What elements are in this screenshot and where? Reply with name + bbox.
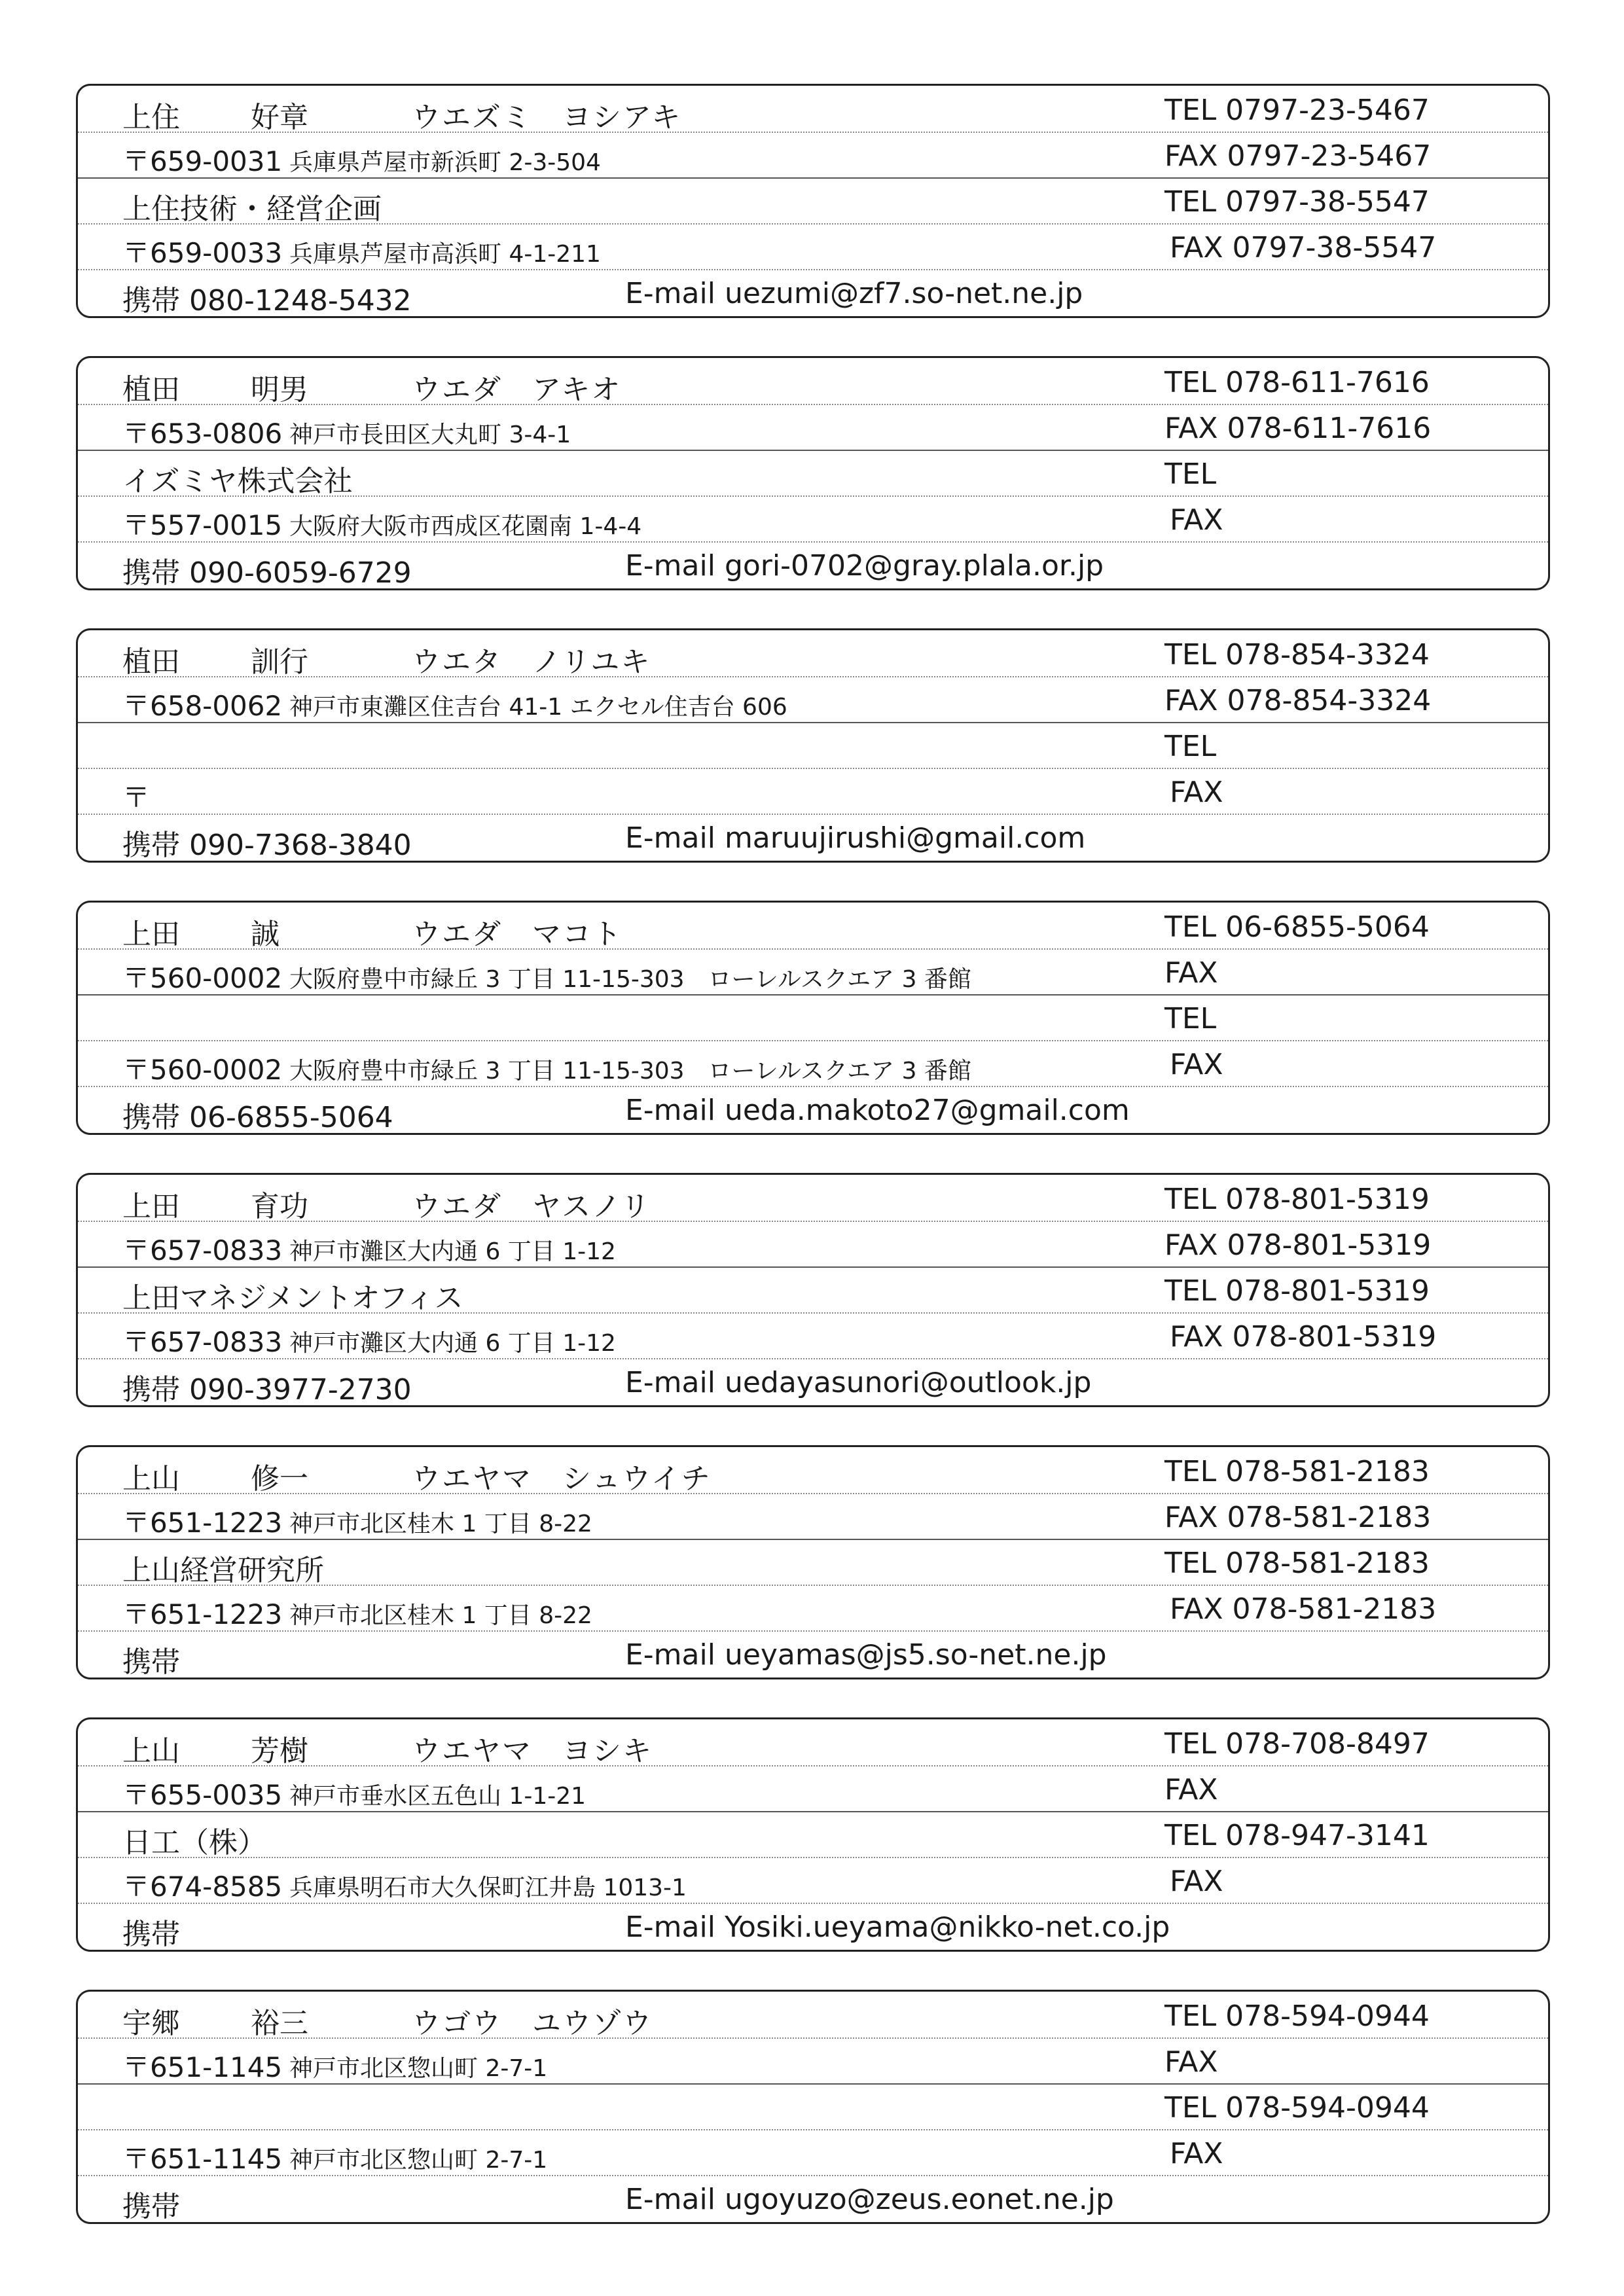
home-address-row: [78, 676, 1548, 723]
mobile-phone: 携帯: [122, 2190, 180, 2223]
name-kana: ウエダ ヤスノリ: [412, 1190, 651, 1223]
email-link[interactable]: E-mail uedayasunori@outlook.jp: [625, 1366, 1092, 1399]
surname: 上山: [122, 1462, 180, 1496]
contact-card: [76, 628, 1550, 863]
home-address: 神戸市灘区大内通 6 丁目 1-12: [289, 1238, 616, 1265]
given-name: 明男: [251, 373, 308, 406]
email-link[interactable]: E-mail ueyamas@js5.so-net.ne.jp: [625, 1638, 1107, 1672]
home-address-row: [78, 1765, 1548, 1812]
home-tel: TEL 078-801-5319: [1164, 1183, 1430, 1216]
office-zip: 〒557-0015: [122, 509, 283, 541]
company-row: [78, 722, 1548, 769]
company-row: [78, 1266, 1548, 1314]
office-zip: 〒651-1145: [122, 2143, 283, 2175]
office-address-row: [78, 495, 1548, 543]
office-fax: FAX 0797-38-5547: [1170, 231, 1437, 264]
office-tel: TEL 078-801-5319: [1164, 1274, 1430, 1308]
home-fax: FAX 0797-23-5467: [1164, 139, 1432, 173]
home-address-row: [78, 2037, 1548, 2085]
home-zip: 〒659-0031: [122, 145, 283, 177]
name-row: [78, 358, 1548, 405]
company-row: [78, 177, 1548, 224]
home-fax: FAX: [1164, 1773, 1218, 1806]
name-row: [78, 1175, 1548, 1222]
given-name: 訓行: [251, 645, 308, 679]
email-link[interactable]: E-mail ugoyuzo@zeus.eonet.ne.jp: [625, 2183, 1114, 2216]
company-row: [78, 994, 1548, 1041]
mobile-phone: 携帯: [122, 1645, 180, 1679]
office-tel: TEL: [1164, 457, 1217, 491]
name-kana: ウエタ ノリユキ: [412, 645, 651, 679]
contact-card: [76, 901, 1550, 1135]
email-link[interactable]: E-mail uezumi@zf7.so-net.ne.jp: [625, 277, 1083, 310]
company-row: [78, 1539, 1548, 1586]
office-address: 神戸市北区桂木 1 丁目 8-22: [289, 1602, 592, 1629]
office-address-row: [78, 223, 1548, 270]
name-row: [78, 1447, 1548, 1494]
home-tel: TEL 078-581-2183: [1164, 1455, 1430, 1488]
given-name: 芳樹: [251, 1734, 308, 1768]
office-address: 大阪府豊中市緑丘 3 丁目 11-15-303 ローレルスクエア 3 番館: [289, 1058, 971, 1085]
home-address-row: [78, 1221, 1548, 1268]
office-zip: 〒674-8585: [122, 1871, 283, 1903]
contact-card: [76, 356, 1550, 590]
office-tel: TEL: [1164, 730, 1217, 763]
surname: 植田: [122, 645, 180, 679]
contact-row: [78, 269, 1548, 315]
home-zip: 〒655-0035: [122, 1779, 283, 1811]
contact-row: [78, 2175, 1548, 2221]
name-kana: ウエダ アキオ: [412, 373, 622, 406]
home-fax: FAX: [1164, 956, 1218, 990]
office-tel: TEL: [1164, 1002, 1217, 1035]
contact-row: [78, 1086, 1548, 1132]
office-address-row: [78, 1040, 1548, 1087]
email-link[interactable]: E-mail ueda.makoto27@gmail.com: [625, 1094, 1130, 1127]
office-fax: FAX: [1170, 776, 1223, 809]
office-tel: TEL 078-947-3141: [1164, 1819, 1430, 1852]
name-kana: ウエヤマ シュウイチ: [412, 1462, 712, 1496]
home-address: 兵庫県芦屋市新浜町 2-3-504: [289, 149, 601, 176]
home-address: 神戸市北区惣山町 2-7-1: [289, 2055, 548, 2082]
office-zip: 〒657-0833: [122, 1326, 283, 1358]
home-zip: 〒560-0002: [122, 962, 283, 994]
office-address-row: [78, 1585, 1548, 1632]
office-tel: TEL 0797-38-5547: [1164, 185, 1430, 219]
home-fax: FAX 078-611-7616: [1164, 412, 1432, 445]
office-address: 大阪府大阪市西成区花園南 1-4-4: [289, 513, 642, 540]
home-fax: FAX 078-801-5319: [1164, 1229, 1432, 1262]
contact-card: [76, 1445, 1550, 1679]
office-address-row: [78, 1857, 1548, 1904]
office-fax: FAX 078-581-2183: [1170, 1592, 1437, 1626]
home-zip: 〒653-0806: [122, 418, 283, 450]
home-address: 神戸市長田区大丸町 3-4-1: [289, 422, 571, 448]
office-address: 兵庫県明石市大久保町江井島 1013-1: [289, 1874, 687, 1901]
office-fax: FAX: [1170, 1048, 1223, 1081]
name-row: [78, 903, 1548, 950]
contact-card: [76, 84, 1550, 318]
office-zip: 〒659-0033: [122, 237, 283, 269]
home-address-row: [78, 404, 1548, 451]
company-name: 上住技術・経営企画: [122, 192, 382, 226]
home-tel: TEL 078-611-7616: [1164, 366, 1430, 399]
name-kana: ウエダ マコト: [412, 918, 623, 951]
mobile-phone: 携帯 090-7368-3840: [122, 829, 412, 862]
mobile-phone: 携帯: [122, 1918, 180, 1951]
name-row: [78, 1992, 1548, 2039]
surname: 上住: [122, 101, 180, 134]
home-address-row: [78, 948, 1548, 996]
name-row: [78, 86, 1548, 133]
home-address: 神戸市東灘区住吉台 41-1 エクセル住吉台 606: [289, 694, 787, 721]
home-address-row: [78, 132, 1548, 179]
given-name: 誠: [251, 918, 280, 951]
office-address-row: [78, 1312, 1548, 1359]
mobile-phone: 携帯 080-1248-5432: [122, 284, 412, 317]
name-kana: ウエズミ ヨシアキ: [412, 101, 682, 134]
home-tel: TEL 078-854-3324: [1164, 638, 1430, 672]
home-fax: FAX: [1164, 2045, 1218, 2079]
home-address: 神戸市垂水区五色山 1-1-21: [289, 1783, 586, 1810]
company-name: 日工（株）: [122, 1826, 266, 1859]
office-address: 兵庫県芦屋市高浜町 4-1-211: [289, 241, 601, 268]
contact-card: [76, 1173, 1550, 1407]
home-fax: FAX 078-854-3324: [1164, 684, 1432, 717]
email-link[interactable]: E-mail maruujirushi@gmail.com: [625, 821, 1086, 855]
home-tel: TEL 078-708-8497: [1164, 1727, 1430, 1761]
email-link[interactable]: E-mail gori-0702@gray.plala.or.jp: [625, 549, 1104, 583]
contact-row: [78, 1903, 1548, 1951]
surname: 上田: [122, 1190, 180, 1223]
given-name: 育功: [251, 1190, 308, 1223]
contact-row: [78, 814, 1548, 862]
office-fax: FAX 078-801-5319: [1170, 1320, 1437, 1354]
company-name: 上山経営研究所: [122, 1554, 324, 1587]
office-zip: 〒651-1223: [122, 1598, 283, 1630]
surname: 上田: [122, 918, 180, 951]
office-zip: 〒: [122, 781, 151, 814]
office-fax: FAX: [1170, 2137, 1223, 2170]
mobile-phone: 携帯 090-3977-2730: [122, 1373, 412, 1407]
home-tel: TEL 06-6855-5064: [1164, 910, 1430, 944]
given-name: 修一: [251, 1462, 308, 1496]
name-kana: ウエヤマ ヨシキ: [412, 1734, 653, 1768]
surname: 宇郷: [122, 2007, 180, 2040]
contact-row: [78, 1630, 1548, 1679]
office-tel: TEL 078-581-2183: [1164, 1547, 1430, 1580]
surname: 上山: [122, 1734, 180, 1768]
company-row: [78, 450, 1548, 497]
office-zip: 〒560-0002: [122, 1054, 283, 1086]
home-zip: 〒651-1145: [122, 2051, 283, 2083]
contact-row: [78, 541, 1548, 590]
home-tel: TEL 0797-23-5467: [1164, 94, 1430, 127]
company-name: イズミヤ株式会社: [122, 465, 353, 498]
home-fax: FAX 078-581-2183: [1164, 1501, 1432, 1534]
surname: 植田: [122, 373, 180, 406]
contact-row: [78, 1358, 1548, 1407]
name-row: [78, 1719, 1548, 1767]
office-address: 神戸市灘区大内通 6 丁目 1-12: [289, 1330, 616, 1357]
company-row: [78, 1811, 1548, 1858]
home-address-row: [78, 1493, 1548, 1540]
contact-card: [76, 1717, 1550, 1952]
name-row: [78, 630, 1548, 677]
home-address: 神戸市北区桂木 1 丁目 8-22: [289, 1511, 592, 1537]
office-fax: FAX: [1170, 503, 1223, 537]
home-address: 大阪府豊中市緑丘 3 丁目 11-15-303 ローレルスクエア 3 番館: [289, 966, 971, 993]
home-zip: 〒651-1223: [122, 1507, 283, 1539]
home-zip: 〒657-0833: [122, 1234, 283, 1266]
company-name: 上田マネジメントオフィス: [122, 1282, 463, 1315]
office-address-row: [78, 768, 1548, 815]
home-tel: TEL 078-594-0944: [1164, 2000, 1430, 2033]
given-name: 好章: [251, 101, 308, 134]
name-kana: ウゴウ ユウゾウ: [412, 2007, 653, 2040]
mobile-phone: 携帯 090-6059-6729: [122, 556, 412, 590]
office-address-row: [78, 2129, 1548, 2176]
office-fax: FAX: [1170, 1865, 1223, 1898]
home-zip: 〒658-0062: [122, 690, 283, 722]
given-name: 裕三: [251, 2007, 308, 2040]
office-address: 神戸市北区惣山町 2-7-1: [289, 2147, 548, 2174]
contact-card: [76, 1990, 1550, 2224]
company-row: [78, 2083, 1548, 2130]
office-tel: TEL 078-594-0944: [1164, 2091, 1430, 2125]
email-link[interactable]: E-mail Yosiki.ueyama@nikko-net.co.jp: [625, 1910, 1170, 1944]
mobile-phone: 携帯 06-6855-5064: [122, 1101, 393, 1134]
